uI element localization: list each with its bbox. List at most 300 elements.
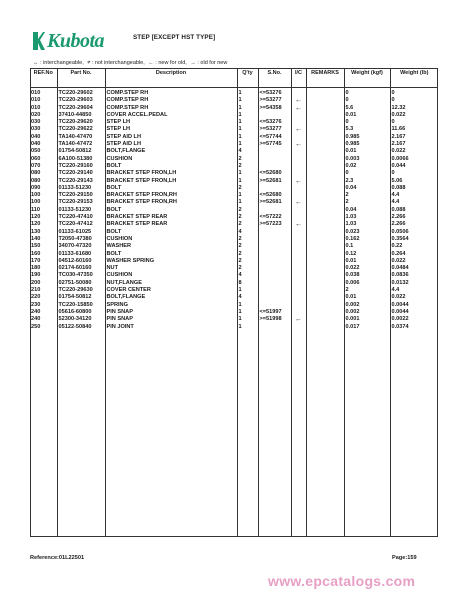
- logo-text: Kubota: [47, 30, 105, 52]
- table-row: [30, 324, 438, 331]
- interchange-cell: [291, 156, 306, 163]
- serial-no-cell: [258, 324, 291, 331]
- remarks-cell: [306, 163, 344, 170]
- weight-lb-cell: 0.022: [390, 112, 438, 119]
- weight-lb-cell: 0.0022: [390, 316, 438, 323]
- weight-lb-cell: 0: [390, 119, 438, 126]
- weight-lb-cell: 0.022: [390, 148, 438, 155]
- qty-cell: 2: [237, 265, 258, 272]
- weight-lb-cell: 0.0484: [390, 265, 438, 272]
- table-row: [30, 112, 438, 119]
- weight-kgf-cell: 0.02: [344, 163, 390, 170]
- ref-cell: 080: [31, 177, 41, 184]
- col-header-ref: REF.No: [30, 69, 57, 88]
- description-cell: BOLT: [105, 251, 237, 258]
- weight-lb-cell: 11.66: [390, 126, 438, 133]
- remarks-cell: [306, 126, 344, 133]
- col-header-weight-kgf: Weight (kgf): [344, 69, 390, 88]
- serial-no-cell: >=53277: [258, 97, 291, 104]
- weight-lb-cell: 0.3564: [390, 236, 438, 243]
- qty-cell: 8: [237, 280, 258, 287]
- interchange-cell: [291, 134, 306, 141]
- serial-no-cell: <=57222: [258, 214, 291, 221]
- remarks-cell: [306, 141, 344, 148]
- table-row: [30, 156, 438, 163]
- table-row: [30, 192, 438, 199]
- page-title: STEP [EXCEPT HST TYPE]: [133, 34, 216, 41]
- weight-lb-cell: 2.266: [390, 221, 438, 228]
- qty-cell: 1: [237, 316, 258, 323]
- ref-cell: 220: [31, 294, 41, 301]
- description-cell: BOLT: [105, 207, 237, 214]
- weight-kgf-cell: 1.03: [344, 214, 390, 221]
- serial-no-cell: >=51998: [258, 316, 291, 323]
- weight-lb-cell: 2.266: [390, 214, 438, 221]
- remarks-cell: [306, 148, 344, 155]
- part-no-cell: TC220-29620: [57, 119, 105, 126]
- description-cell: PIN SNAP: [105, 316, 237, 323]
- description-cell: STEP AID LH: [105, 141, 237, 148]
- ref-cell: 240: [31, 308, 41, 315]
- table-row: [30, 243, 438, 250]
- description-cell: SPRING: [105, 302, 237, 309]
- qty-cell: 1: [237, 141, 258, 148]
- weight-lb-cell: 0.0374: [390, 324, 438, 331]
- description-cell: BOLT,FLANGE: [105, 294, 237, 301]
- col-header-part-no: Part No.: [57, 69, 105, 88]
- part-no-cell: 01133-61680: [57, 251, 105, 258]
- description-cell: CUSHION: [105, 272, 237, 279]
- ref-cell: 200: [31, 279, 41, 286]
- weight-lb-cell: 12.32: [390, 105, 438, 112]
- part-no-cell: 6A100-51380: [57, 156, 105, 163]
- interchange-cell: [291, 207, 306, 214]
- interchange-cell: ←: [291, 105, 306, 112]
- serial-no-cell: [258, 112, 291, 119]
- weight-kgf-cell: 5.3: [344, 126, 390, 133]
- ref-cell: 100: [31, 192, 41, 199]
- remarks-cell: [306, 280, 344, 287]
- ref-cell: 250: [31, 323, 41, 330]
- weight-lb-cell: 0.0044: [390, 302, 438, 309]
- ref-cell: 150: [31, 243, 41, 250]
- remarks-cell: [306, 265, 344, 272]
- qty-cell: 1: [237, 112, 258, 119]
- table-row: [30, 97, 438, 104]
- part-no-cell: 01133-61025: [57, 229, 105, 236]
- weight-lb-cell: 0: [390, 88, 438, 98]
- serial-no-cell: [258, 163, 291, 170]
- description-cell: BRACKET STEP FRON,LH: [105, 170, 237, 177]
- empty-cell: [237, 331, 258, 536]
- part-no-cell: TC220-15850: [57, 302, 105, 309]
- weight-lb-cell: 0.0506: [390, 229, 438, 236]
- weight-kgf-cell: 5.6: [344, 105, 390, 112]
- serial-no-cell: <=52680: [258, 192, 291, 199]
- table-row: [30, 88, 438, 98]
- weight-kgf-cell: 0.003: [344, 156, 390, 163]
- part-no-cell: TA140-47470: [57, 134, 105, 141]
- table-row: [30, 134, 438, 141]
- remarks-cell: [306, 302, 344, 309]
- description-cell: BRACKET STEP REAR: [105, 214, 237, 221]
- weight-lb-cell: 0.088: [390, 207, 438, 214]
- description-cell: COMP.STEP RH: [105, 88, 237, 98]
- weight-kgf-cell: 0.01: [344, 112, 390, 119]
- ref-cell: 090: [31, 184, 41, 191]
- qty-cell: 4: [237, 148, 258, 155]
- serial-no-cell: >=54358: [258, 105, 291, 112]
- weight-kgf-cell: 0.001: [344, 316, 390, 323]
- qty-cell: 4: [237, 272, 258, 279]
- serial-no-cell: <=51997: [258, 309, 291, 316]
- remarks-cell: [306, 272, 344, 279]
- ref-cell: 010: [31, 90, 41, 96]
- weight-kgf-cell: 0.985: [344, 141, 390, 148]
- legend-item: ≠ : not interchangeable,: [87, 60, 145, 66]
- table-row: [30, 287, 438, 294]
- description-cell: NUT,FLANGE: [105, 280, 237, 287]
- interchange-cell: ←: [291, 316, 306, 323]
- weight-kgf-cell: 2.3: [344, 178, 390, 185]
- weight-kgf-cell: 1.03: [344, 221, 390, 228]
- interchange-cell: ←: [291, 97, 306, 104]
- table-row: [30, 236, 438, 243]
- qty-cell: 2: [237, 214, 258, 221]
- ref-cell: 080: [31, 170, 41, 177]
- interchange-cell: [291, 309, 306, 316]
- ref-cell: 050: [31, 148, 41, 155]
- qty-cell: 1: [237, 287, 258, 294]
- ref-cell: 240: [31, 316, 41, 323]
- remarks-cell: [306, 243, 344, 250]
- description-cell: BOLT: [105, 229, 237, 236]
- weight-kgf-cell: 2: [344, 287, 390, 294]
- ref-cell: 140: [31, 235, 41, 242]
- description-cell: CUSHION: [105, 156, 237, 163]
- ref-cell: 020: [31, 111, 41, 118]
- serial-no-cell: [258, 294, 291, 301]
- table-row: [30, 148, 438, 155]
- remarks-cell: [306, 185, 344, 192]
- ref-cell: 100: [31, 199, 41, 206]
- watermark: www.epcatalogs.com: [268, 573, 416, 589]
- part-no-cell: 52300-34120: [57, 316, 105, 323]
- part-no-cell: TC220-29630: [57, 287, 105, 294]
- part-no-cell: 02751-50080: [57, 280, 105, 287]
- serial-no-cell: [258, 272, 291, 279]
- remarks-cell: [306, 156, 344, 163]
- qty-cell: 1: [237, 88, 258, 98]
- weight-lb-cell: 0.0066: [390, 156, 438, 163]
- part-no-cell: 05122-50840: [57, 324, 105, 331]
- table-row: [30, 229, 438, 236]
- interchange-cell: ←: [291, 141, 306, 148]
- interchange-cell: [291, 302, 306, 309]
- weight-kgf-cell: 0.002: [344, 302, 390, 309]
- table-row: [30, 309, 438, 316]
- table-row: [30, 119, 438, 126]
- serial-no-cell: >=52681: [258, 199, 291, 206]
- remarks-cell: [306, 97, 344, 104]
- table-row: [30, 163, 438, 170]
- weight-lb-cell: 0: [390, 97, 438, 104]
- empty-cell: [291, 331, 306, 536]
- part-no-cell: TC220-47410: [57, 214, 105, 221]
- weight-kgf-cell: 0: [344, 170, 390, 177]
- serial-no-cell: [258, 185, 291, 192]
- interchange-cell: [291, 280, 306, 287]
- remarks-cell: [306, 316, 344, 323]
- table-row: [30, 302, 438, 309]
- weight-lb-cell: 0.022: [390, 258, 438, 265]
- table-row: [30, 272, 438, 279]
- part-no-cell: 05616-60800: [57, 309, 105, 316]
- part-no-cell: TC220-29602: [57, 88, 105, 98]
- qty-cell: 1: [237, 302, 258, 309]
- interchange-cell: [291, 243, 306, 250]
- remarks-cell: [306, 324, 344, 331]
- footer-page-number: Page:159: [392, 555, 417, 561]
- weight-kgf-cell: 0.023: [344, 229, 390, 236]
- weight-kgf-cell: 0: [344, 88, 390, 98]
- legend-item: ↔ : interchangeable,: [33, 60, 84, 66]
- qty-cell: 1: [237, 178, 258, 185]
- empty-cell: [344, 331, 390, 536]
- ref-cell: 040: [31, 133, 41, 140]
- qty-cell: 2: [237, 251, 258, 258]
- remarks-cell: [306, 207, 344, 214]
- table-row: [30, 251, 438, 258]
- qty-cell: 1: [237, 324, 258, 331]
- ref-cell: 010: [31, 104, 41, 111]
- part-no-cell: TC220-29622: [57, 126, 105, 133]
- kubota-mark-icon: [32, 30, 46, 52]
- interchange-cell: [291, 265, 306, 272]
- remarks-cell: [306, 199, 344, 206]
- serial-no-cell: <=57744: [258, 134, 291, 141]
- table-row: [30, 141, 438, 148]
- interchange-cell: [291, 170, 306, 177]
- part-no-cell: 01133-51230: [57, 207, 105, 214]
- weight-lb-cell: 0.0836: [390, 272, 438, 279]
- remarks-cell: [306, 112, 344, 119]
- part-no-cell: TC220-29604: [57, 105, 105, 112]
- description-cell: BRACKET STEP FRON,RH: [105, 199, 237, 206]
- col-header-remarks: REMARKS: [306, 69, 344, 88]
- weight-lb-cell: 0.088: [390, 185, 438, 192]
- part-no-cell: 01754-50812: [57, 148, 105, 155]
- interchange-cell: ←: [291, 199, 306, 206]
- legend-item: → : old for new: [190, 60, 228, 66]
- description-cell: WASHER SPRING: [105, 258, 237, 265]
- description-cell: BOLT: [105, 185, 237, 192]
- weight-lb-cell: 0: [390, 170, 438, 177]
- remarks-cell: [306, 178, 344, 185]
- ref-cell: 030: [31, 119, 41, 126]
- description-cell: BRACKET STEP REAR: [105, 221, 237, 228]
- weight-kgf-cell: 0.04: [344, 207, 390, 214]
- ref-cell: 130: [31, 228, 41, 235]
- weight-kgf-cell: 0.01: [344, 258, 390, 265]
- description-cell: CUSHION: [105, 236, 237, 243]
- weight-kgf-cell: 0.985: [344, 134, 390, 141]
- serial-no-cell: [258, 287, 291, 294]
- kubota-logo: [32, 29, 104, 53]
- description-cell: PIN JOINT: [105, 324, 237, 331]
- weight-lb-cell: 0.044: [390, 163, 438, 170]
- weight-kgf-cell: 0.038: [344, 272, 390, 279]
- ref-cell: 190: [31, 272, 41, 279]
- description-cell: PIN SNAP: [105, 309, 237, 316]
- interchange-cell: [291, 324, 306, 331]
- ref-cell: 120: [31, 214, 41, 221]
- remarks-cell: [306, 229, 344, 236]
- serial-no-cell: [258, 236, 291, 243]
- serial-no-cell: [258, 265, 291, 272]
- part-no-cell: T2050-47380: [57, 236, 105, 243]
- weight-kgf-cell: 0.162: [344, 236, 390, 243]
- ref-cell: 210: [31, 287, 41, 294]
- interchange-cell: [291, 192, 306, 199]
- weight-lb-cell: 2.167: [390, 134, 438, 141]
- serial-no-cell: [258, 156, 291, 163]
- serial-no-cell: [258, 302, 291, 309]
- ref-cell: 060: [31, 155, 41, 162]
- description-cell: BOLT: [105, 163, 237, 170]
- description-cell: WASHER: [105, 243, 237, 250]
- serial-no-cell: [258, 229, 291, 236]
- table-row: [30, 126, 438, 133]
- remarks-cell: [306, 214, 344, 221]
- serial-no-cell: <=52680: [258, 170, 291, 177]
- ref-cell: 170: [31, 257, 41, 264]
- table-header-row: [30, 69, 438, 88]
- qty-cell: 2: [237, 185, 258, 192]
- interchange-cell: [291, 258, 306, 265]
- remarks-cell: [306, 251, 344, 258]
- qty-cell: 1: [237, 105, 258, 112]
- table-row: [30, 214, 438, 221]
- qty-cell: 2: [237, 156, 258, 163]
- table-row: [30, 185, 438, 192]
- interchange-cell: [291, 294, 306, 301]
- remarks-cell: [306, 134, 344, 141]
- remarks-cell: [306, 170, 344, 177]
- part-no-cell: 04512-60160: [57, 258, 105, 265]
- interchange-cell: ←: [291, 178, 306, 185]
- weight-lb-cell: 4.4: [390, 287, 438, 294]
- weight-lb-cell: 0.0044: [390, 309, 438, 316]
- description-cell: COMP.STEP RH: [105, 97, 237, 104]
- weight-kgf-cell: 2: [344, 199, 390, 206]
- part-no-cell: TC220-29140: [57, 170, 105, 177]
- qty-cell: 1: [237, 170, 258, 177]
- weight-kgf-cell: 0.006: [344, 280, 390, 287]
- weight-kgf-cell: 0.002: [344, 309, 390, 316]
- qty-cell: 1: [237, 134, 258, 141]
- interchange-cell: [291, 163, 306, 170]
- ref-cell: 110: [31, 206, 41, 213]
- weight-lb-cell: 0.264: [390, 251, 438, 258]
- part-no-cell: 01754-50812: [57, 294, 105, 301]
- weight-lb-cell: 4.4: [390, 192, 438, 199]
- interchange-cell: [291, 251, 306, 258]
- part-no-cell: TC220-29143: [57, 178, 105, 185]
- description-cell: BRACKET STEP FRON,LH: [105, 178, 237, 185]
- table-row: [30, 265, 438, 272]
- weight-kgf-cell: 2: [344, 192, 390, 199]
- empty-cell: [30, 331, 57, 536]
- qty-cell: 2: [237, 221, 258, 228]
- qty-cell: 2: [237, 258, 258, 265]
- table-row: [30, 316, 438, 323]
- serial-no-cell: [258, 207, 291, 214]
- ref-cell: 120: [31, 221, 41, 228]
- description-cell: BRACKET STEP FRON,RH: [105, 192, 237, 199]
- footer-reference: Reference:01L22501: [30, 555, 85, 561]
- table-row: [30, 178, 438, 185]
- serial-no-cell: [258, 251, 291, 258]
- interchange-cell: [291, 287, 306, 294]
- qty-cell: 4: [237, 294, 258, 301]
- serial-no-cell: [258, 243, 291, 250]
- table-row: [30, 207, 438, 214]
- col-header-qty: Q'ty: [237, 69, 258, 88]
- table-row: [30, 258, 438, 265]
- ref-cell: 070: [31, 162, 41, 169]
- remarks-cell: [306, 221, 344, 228]
- weight-kgf-cell: 0.1: [344, 243, 390, 250]
- part-no-cell: TC030-47350: [57, 272, 105, 279]
- weight-lb-cell: 0.0132: [390, 280, 438, 287]
- qty-cell: 1: [237, 97, 258, 104]
- remarks-cell: [306, 309, 344, 316]
- remarks-cell: [306, 236, 344, 243]
- qty-cell: 2: [237, 236, 258, 243]
- description-cell: COVER ACCEL.PEDAL: [105, 112, 237, 119]
- part-no-cell: TC220-29160: [57, 163, 105, 170]
- serial-no-cell: >=57745: [258, 141, 291, 148]
- interchange-cell: [291, 229, 306, 236]
- serial-no-cell: >=53277: [258, 126, 291, 133]
- weight-kgf-cell: 0: [344, 119, 390, 126]
- interchange-cell: [291, 272, 306, 279]
- remarks-cell: [306, 294, 344, 301]
- interchange-cell: [291, 119, 306, 126]
- ref-cell: 030: [31, 126, 41, 133]
- weight-lb-cell: 0.022: [390, 294, 438, 301]
- serial-no-cell: [258, 148, 291, 155]
- table-row: [30, 170, 438, 177]
- weight-kgf-cell: 0.01: [344, 148, 390, 155]
- part-no-cell: TC220-29603: [57, 97, 105, 104]
- weight-kgf-cell: 0.022: [344, 265, 390, 272]
- part-no-cell: TC220-47412: [57, 221, 105, 228]
- part-no-cell: 02174-60160: [57, 265, 105, 272]
- part-no-cell: 37410-44850: [57, 112, 105, 119]
- ref-cell: 010: [31, 97, 41, 104]
- weight-kgf-cell: 0.01: [344, 294, 390, 301]
- qty-cell: 1: [237, 192, 258, 199]
- remarks-cell: [306, 119, 344, 126]
- interchange-cell: [291, 236, 306, 243]
- table-filler-row: [30, 331, 438, 536]
- qty-cell: 2: [237, 163, 258, 170]
- qty-cell: 2: [237, 243, 258, 250]
- ref-cell: 180: [31, 265, 41, 272]
- serial-no-cell: [258, 258, 291, 265]
